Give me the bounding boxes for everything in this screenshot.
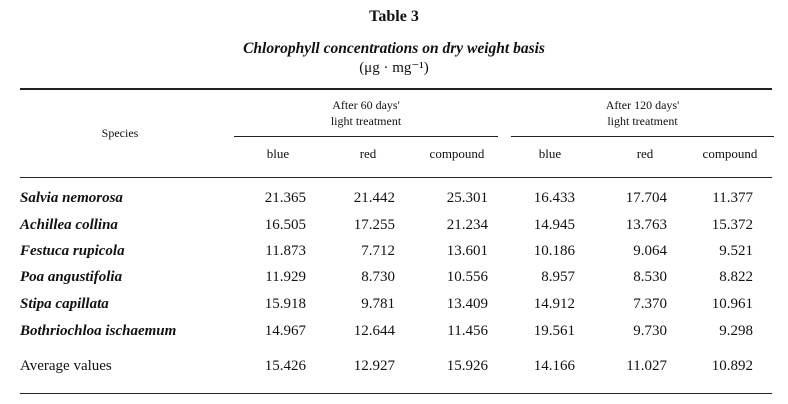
column-header-2: compound [429,146,485,161]
table-cell: 8.822 [719,269,753,285]
group-header-120-days [511,97,774,129]
species-name: Bothriochloa ischaemum [20,323,177,339]
table-cell: 11.873 [265,243,306,259]
species-name: Festuca rupicola [20,243,125,259]
species-column-header: Species [101,126,139,140]
average-cell: 10.892 [711,358,753,374]
table-cell: 10.186 [533,243,575,259]
table-cell: 14.945 [533,217,575,233]
table-cell: 14.912 [533,296,575,312]
table-cell: 15.918 [264,296,306,312]
table-cell: 9.298 [719,323,753,339]
column-header-5: compound [702,146,758,161]
table-caption-unit: (μg · mg⁻¹) [359,60,429,76]
table-cell: 13.409 [446,296,488,312]
table-cell: 11.377 [712,190,753,206]
table-cell: 12.644 [353,323,395,339]
table-cell: 11.456 [447,323,488,339]
table-cell: 21.365 [264,190,306,206]
header-bottom-rule [20,177,772,178]
average-label: Average values [20,358,112,374]
table-cell: 8.730 [361,269,395,285]
species-name: Stipa capillata [20,296,109,312]
table-cell: 10.556 [446,269,488,285]
table-cell: 9.521 [719,243,753,259]
table-cell: 11.929 [265,269,306,285]
average-cell: 14.166 [533,358,575,374]
table-cell: 16.505 [264,217,306,233]
average-cell: 15.926 [446,358,488,374]
table-cell: 17.255 [353,217,395,233]
table-cell: 15.372 [711,217,753,233]
average-cell: 11.027 [626,358,667,374]
table-cell: 9.064 [633,243,667,259]
table-cell: 8.530 [633,269,667,285]
table-cell: 17.704 [625,190,667,206]
average-cell: 12.927 [353,358,395,374]
column-header-0: blue [266,146,290,161]
table-cell: 21.442 [353,190,395,206]
table-cell: 13.763 [625,217,667,233]
table-cell: 7.712 [361,243,395,259]
group-header-60-days-line1: After 60 days' [332,98,400,112]
column-header-1: red [359,146,377,161]
group-rule-120-days [511,136,774,137]
table-cell: 21.234 [446,217,488,233]
table-cell: 14.967 [264,323,306,339]
group-header-60-days [234,97,498,129]
group-header-60-days-line2: light treatment [330,114,402,128]
table-cell: 13.601 [446,243,488,259]
species-name: Poa angustifolia [20,269,123,285]
column-header-3: blue [538,146,562,161]
group-rule-60-days [234,136,498,137]
group-header-120-days-line1: After 120 days' [605,98,680,112]
group-header-120-days-line2: light treatment [607,114,678,128]
table-cell: 10.961 [711,296,753,312]
table-cell: 25.301 [446,190,488,206]
table-label: Table 3 [369,8,419,25]
bottom-rule [20,393,772,394]
species-name: Achillea collina [20,217,118,233]
average-cell: 15.426 [264,358,306,374]
top-rule [20,88,772,90]
table-cell: 9.730 [633,323,667,339]
table-cell: 16.433 [533,190,575,206]
table-cell: 19.561 [533,323,575,339]
table-cell: 7.370 [633,296,667,312]
table-cell: 9.781 [361,296,395,312]
column-header-4: red [636,146,654,161]
species-name: Salvia nemorosa [20,190,123,206]
table-caption-title: Chlorophyll concentrations on dry weight basis [243,40,545,57]
table-cell: 8.957 [541,269,575,285]
